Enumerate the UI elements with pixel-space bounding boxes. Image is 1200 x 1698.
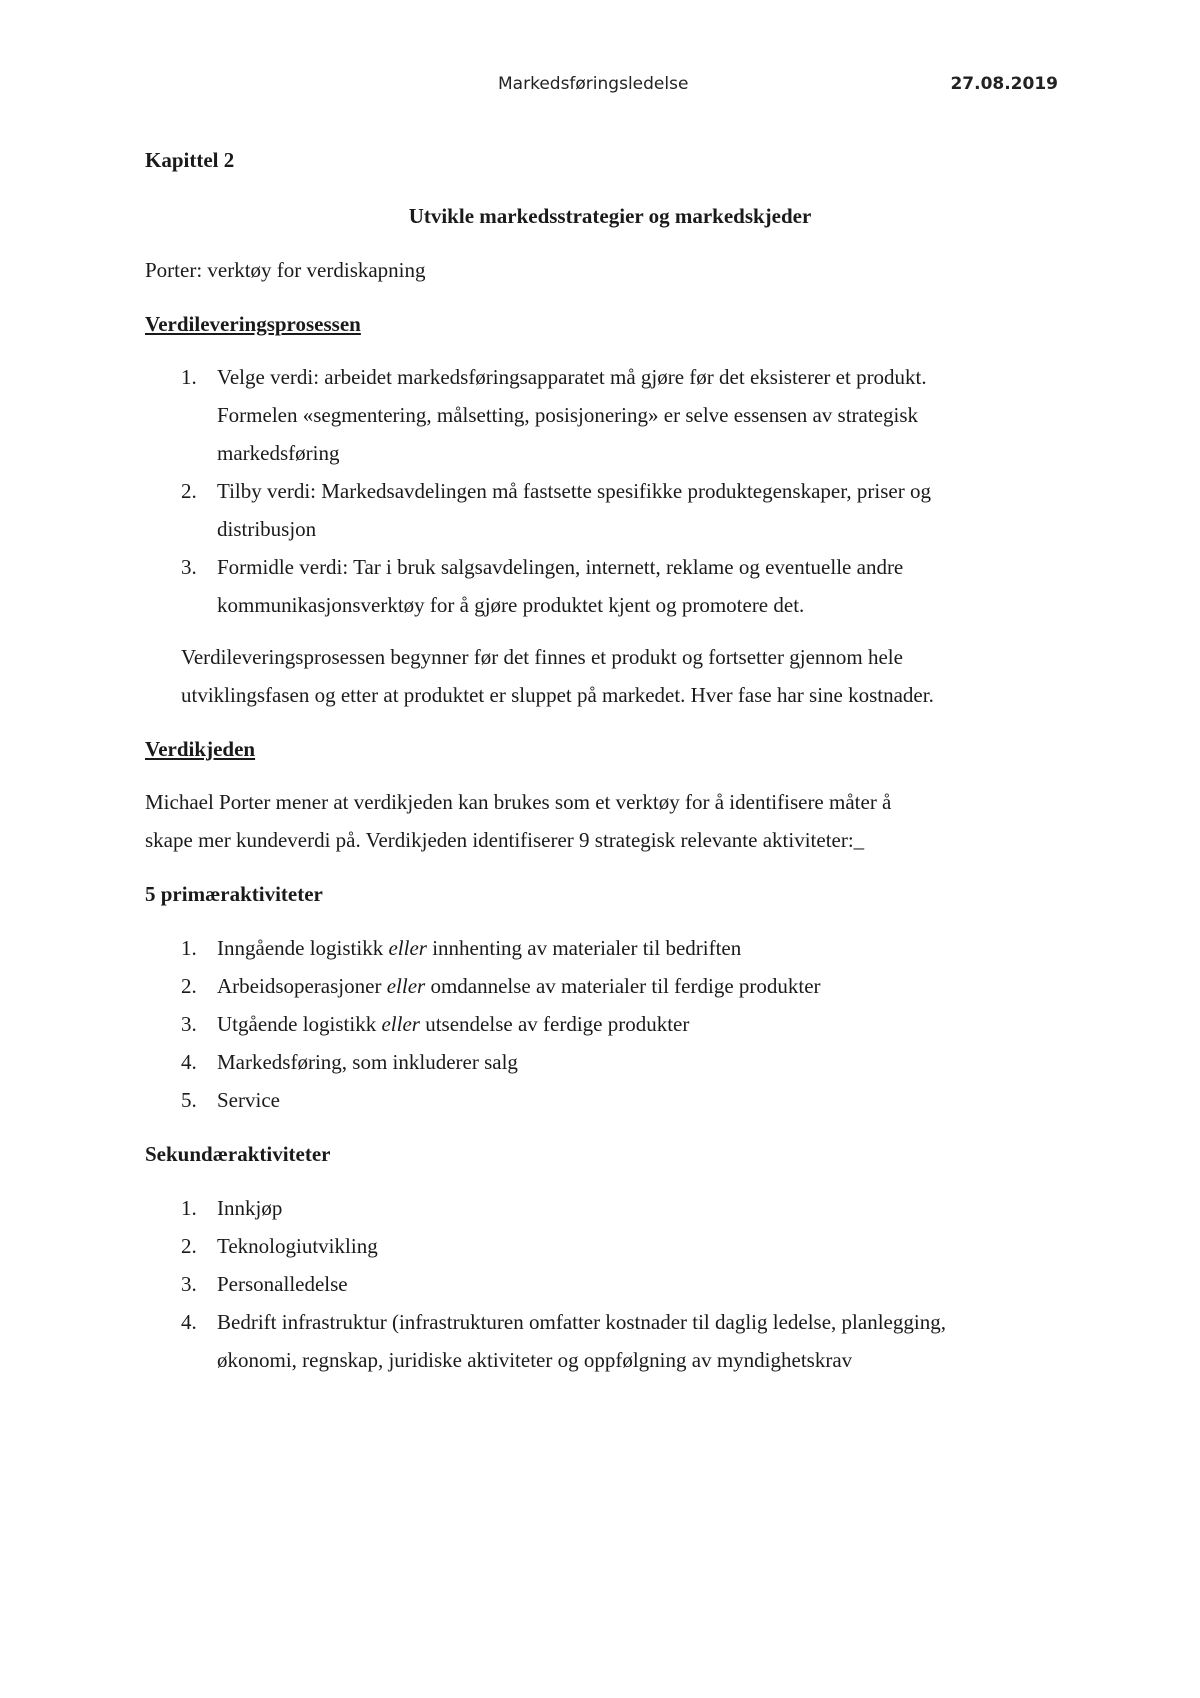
section-heading-verdilevering: Verdileveringsprosessen	[145, 312, 361, 336]
section-heading-verdikjeden: Verdikjeden	[145, 737, 256, 761]
section-heading-primaer: 5 primæraktiviteter	[145, 882, 323, 906]
chapter-label: Kapittel 2	[145, 148, 235, 172]
header-date: 27.08.2019	[950, 74, 1058, 94]
page-header	[0, 74, 1200, 104]
document-title: Utvikle markedsstrategier og markedskjeder	[408, 204, 812, 228]
document-page: Markedsføringsledelse 27.08.2019 Kapittel 2 Utvikle markedsstrategier og markedskjeder Porter: verktøy for verdiskapning Verdileveringsprosessen 1. Velge verdi: arbeidet markedsføringsapparatet må gjøre før det eksisterer et produkt. Formelen «segmentering, målsetting, posisjonering» er selve essensen av strategisk markedsføring 2. Tilby verdi: Markedsavdelingen må fastsette spesifikke produktegenskaper, priser og distribusjon 3. Formidle verdi: Tar i bruk salgsavdelingen, internett, reklame og eventuelle andre kommunikasjonsverktøy for å gjøre produktet kjent og promotere det. Verdileveringsprosessen begynner før det finnes et produkt og fortsetter gjennom hele utviklingsfasen og etter at produktet er sluppet på markedet. Hver fase har sine kostnader. Verdikjeden Michael Porter mener at verdikjeden kan brukes som et verktøy for å identifisere måter å skape mer kundeverdi på. Verdikjeden identifiserer 9 strategisk relevante aktiviteter:_ 5 primæraktiviteter 1. Inngående logistikk eller innhenting av materialer til bedriften 2. Arbeidsoperasjoner eller omdannelse av materialer til ferdige produkter 3. Utgående logistikk eller utsendelse av ferdige produkter 4. Markedsføring, som inkluderer salg 5. Service Sekundæraktiviteter 1. Innkjøp 2. Teknologiutvikling 3. Personalledelse 4. Bedrift infrastruktur (infrastrukturen omfatter kostnader til daglig ledelse, planlegging, økonomi, regnskap, juridiske aktiviteter og oppfølgning av myndighetskrav	[0, 0, 1200, 1698]
intro-text: Porter: verktøy for verdiskapning	[145, 258, 426, 282]
header-title: Markedsføringsledelse	[498, 74, 689, 94]
section-heading-sekundaer: Sekundæraktiviteter	[145, 1142, 331, 1166]
